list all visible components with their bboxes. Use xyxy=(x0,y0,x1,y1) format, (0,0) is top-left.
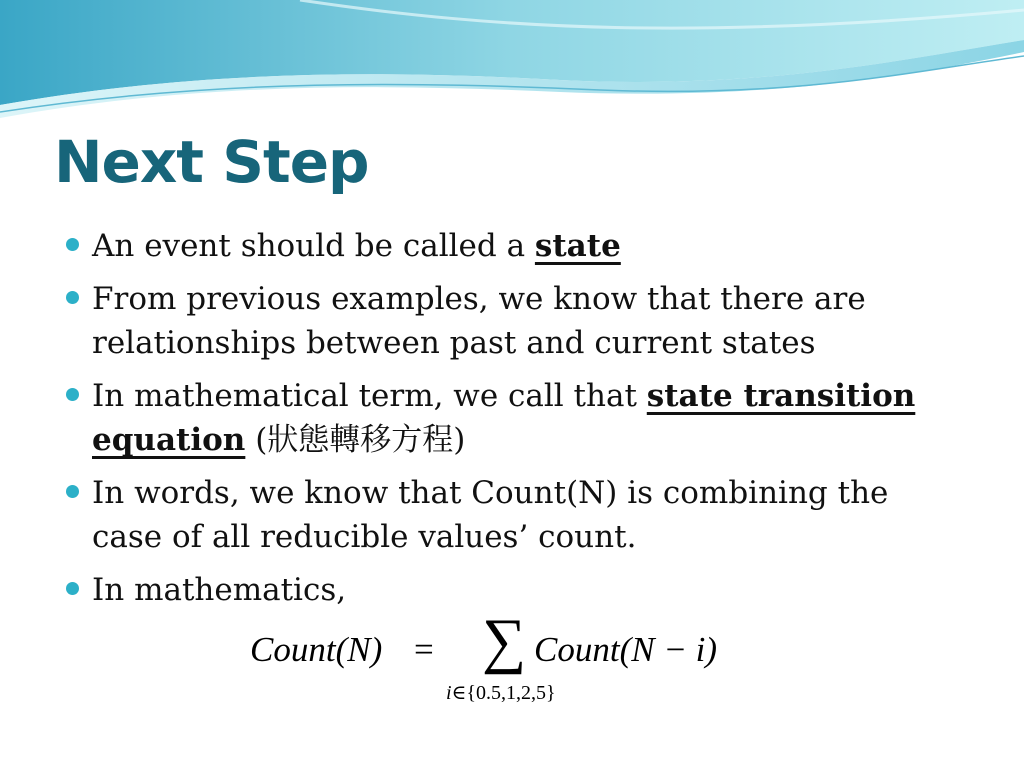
list-item xyxy=(64,568,944,612)
subscript-set: ∈{0.5,1,2,5} xyxy=(451,682,556,704)
list-item xyxy=(64,224,944,268)
header-wave-decoration xyxy=(0,0,1024,130)
subscript-variable: i xyxy=(446,682,452,704)
bullet-icon xyxy=(66,485,79,498)
bullet-bold-term: state xyxy=(534,228,621,264)
formula-lhs: Count(N) xyxy=(250,630,383,669)
summation-subscript xyxy=(446,680,556,705)
formula-rhs: Count(N − i) xyxy=(534,630,718,669)
list-item xyxy=(64,471,944,559)
list-item xyxy=(64,277,944,365)
bullet-text: From previous examples, we know that there are relationships between past and current states xyxy=(92,281,866,361)
bullet-text: In mathematics, xyxy=(92,572,347,608)
bullet-text-suffix: (狀態轉移方程) xyxy=(245,422,466,458)
bullet-icon xyxy=(66,238,79,251)
bullet-bold-term: state transition equation xyxy=(92,378,916,458)
summation-symbol: ∑ xyxy=(482,607,527,675)
bullet-icon xyxy=(66,291,79,304)
recurrence-formula xyxy=(250,607,770,714)
bullet-text: An event should be called a xyxy=(92,228,535,264)
formula-equals: = xyxy=(414,630,434,669)
slide-title: Next Step xyxy=(54,128,369,196)
bullet-text: In words, we know that Count(N) is combining the case of all reducible values’ count. xyxy=(92,475,889,555)
bullet-text: In mathematical term, we call that xyxy=(92,378,647,414)
list-item xyxy=(64,374,944,462)
bullet-icon xyxy=(66,582,79,595)
bullet-list xyxy=(64,224,944,621)
bullet-icon xyxy=(66,388,79,401)
